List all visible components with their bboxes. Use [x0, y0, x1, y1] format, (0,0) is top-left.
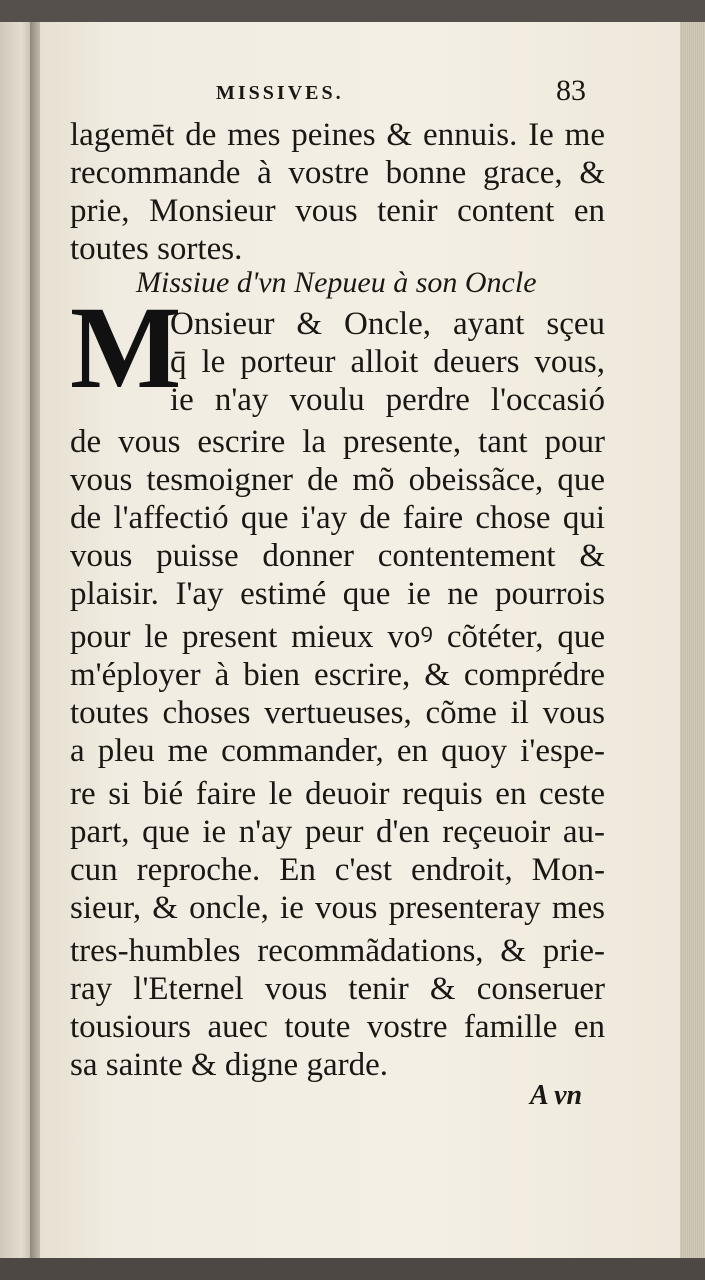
text-line: sieur, & oncle, ie vous presenteray mes — [70, 890, 605, 926]
text-line: recommande à vostre bonne grace, & — [70, 155, 605, 191]
page-header — [216, 74, 586, 112]
catchword: A vn — [530, 1080, 583, 1111]
running-head: MISSIVES. — [216, 82, 344, 104]
text-line: q̄ le porteur alloit deuers vous, — [170, 344, 605, 380]
text-line: de vous escrire la presente, tant pour — [70, 424, 605, 460]
text-line: a pleu me commander, en quoy i'espe- — [70, 733, 605, 769]
text-line: part, que ie n'ay peur d'en reçeuoir au- — [70, 814, 605, 850]
text-line: lagemēt de mes peines & ennuis. Ie me — [70, 117, 605, 153]
text-line: m'éployer à bien escrire, & comprédre — [70, 657, 605, 693]
text-line: cun reproche. En c'est endroit, Mon- — [70, 852, 605, 888]
text-line: toutes choses vertueuses, cõme il vous — [70, 695, 605, 731]
text-line: vous tesmoigner de mõ obeissãce, que — [70, 462, 605, 498]
text-line: toutes sortes. — [70, 231, 243, 267]
drop-cap: M — [70, 282, 182, 413]
text-line: ie n'ay voulu perdre l'occasió — [170, 382, 605, 418]
text-line: re si bié faire le deuoir requis en ceste — [70, 776, 605, 812]
text-line: Onsieur & Oncle, ayant sçeu — [170, 306, 605, 342]
text-line: ray l'Eternel vous tenir & conseruer — [70, 971, 605, 1007]
text-line: pour le present mieux voꝰ cõtéter, que — [70, 619, 605, 655]
scan-background-bottom — [0, 1258, 705, 1280]
text-line: tousiours auec toute vostre famille en — [70, 1009, 605, 1045]
text-line: prie, Monsieur vous tenir content en — [70, 193, 605, 229]
text-line: vous puisse donner contentement & — [70, 538, 605, 574]
scan-background-top — [0, 0, 705, 22]
text-line: plaisir. I'ay estimé que ie ne pourrois — [70, 576, 605, 612]
letter-heading: Missiue d'vn Nepueu à son Oncle — [136, 266, 537, 299]
page-fore-edge — [680, 22, 705, 1258]
text-line: sa sainte & digne garde. — [70, 1047, 388, 1083]
text-line: tres-humbles recommãdations, & prie- — [70, 933, 605, 969]
text-line: de l'affectió que i'ay de faire chose qui — [70, 500, 605, 536]
page-number: 83 — [556, 74, 586, 107]
